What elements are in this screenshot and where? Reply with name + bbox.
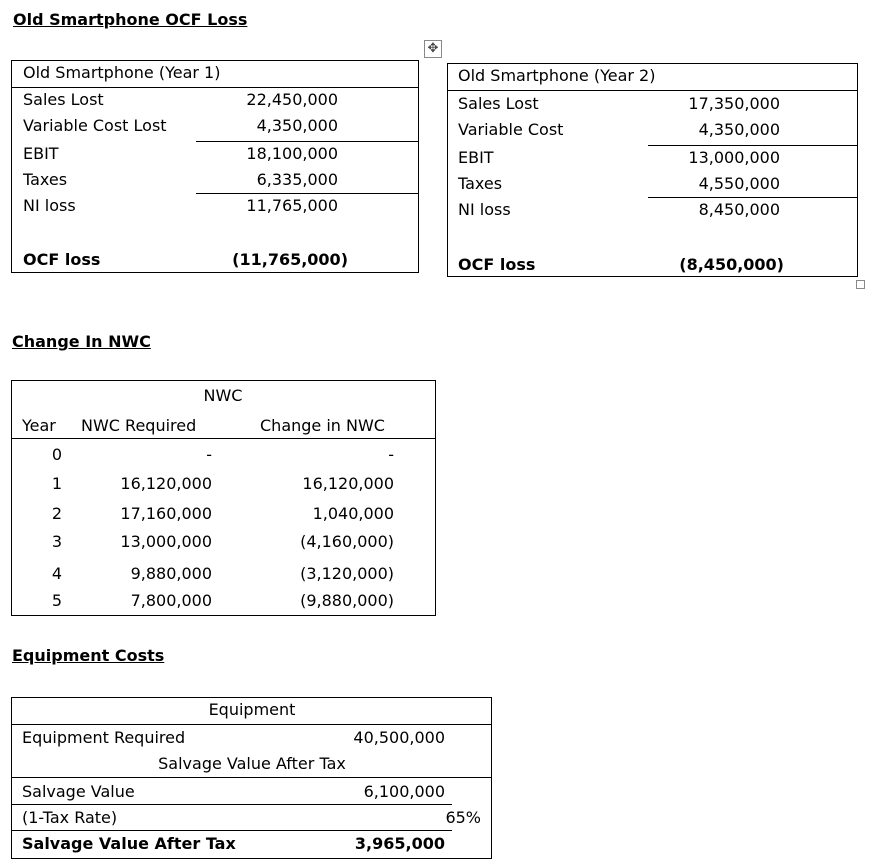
- required-cell: 9,880,000: [130, 564, 212, 583]
- row-value: 11,765,000: [246, 196, 338, 215]
- row-value: 13,000,000: [688, 148, 780, 167]
- equipment-required-value: 40,500,000: [353, 728, 445, 747]
- resize-handle-icon[interactable]: [856, 280, 865, 289]
- col-header-nwc-required: NWC Required: [81, 416, 197, 435]
- row-value: 17,350,000: [688, 94, 780, 113]
- row-value: 8,450,000: [698, 200, 780, 219]
- divider: [12, 777, 491, 778]
- row-label: EBIT: [23, 144, 59, 163]
- tax-rate-value: 65%: [445, 808, 481, 827]
- row-label: Variable Cost: [458, 120, 564, 139]
- ocf-loss-label: OCF loss: [458, 255, 536, 274]
- row-value: 6,335,000: [256, 170, 338, 189]
- row-value: 22,450,000: [246, 90, 338, 109]
- required-cell: 13,000,000: [120, 532, 212, 551]
- row-value: 4,350,000: [256, 116, 338, 135]
- header-divider: [12, 438, 435, 439]
- required-cell: 17,160,000: [120, 504, 212, 523]
- year-cell: 4: [51, 564, 63, 583]
- year-cell: 2: [51, 504, 63, 523]
- row-label: Sales Lost: [23, 90, 104, 109]
- ocf-heading: Old Smartphone OCF Loss: [13, 10, 248, 29]
- subtotal-line: [196, 141, 418, 142]
- row-label: EBIT: [458, 148, 494, 167]
- ocf-year2-title: Old Smartphone (Year 2): [458, 66, 656, 85]
- col-header-year: Year: [22, 416, 56, 435]
- row-value: 4,550,000: [698, 174, 780, 193]
- year-cell: 0: [51, 445, 63, 464]
- change-cell: (3,120,000): [300, 564, 394, 583]
- subtotal-line: [648, 145, 857, 146]
- ocf-loss-value: (8,450,000): [679, 255, 784, 274]
- subtotal-line: [196, 193, 418, 194]
- row-value: 4,350,000: [698, 120, 780, 139]
- equipment-table: [11, 697, 492, 859]
- row-value: 18,100,000: [246, 144, 338, 163]
- ocf-loss-label: OCF loss: [23, 250, 101, 269]
- salvage-subheading: Salvage Value After Tax: [158, 754, 346, 773]
- ocf-year1-table: [11, 60, 419, 273]
- salvage-value-label: Salvage Value: [22, 782, 135, 801]
- nwc-table-title: NWC: [203, 386, 243, 405]
- change-cell: 16,120,000: [302, 474, 394, 493]
- divider: [12, 724, 491, 725]
- equipment-heading: Equipment Costs: [12, 646, 165, 665]
- salvage-value: 6,100,000: [363, 782, 445, 801]
- row-label: Taxes: [458, 174, 503, 193]
- ocf-year2-table: [447, 63, 858, 277]
- equipment-required-label: Equipment Required: [22, 728, 186, 747]
- year-cell: 1: [51, 474, 63, 493]
- change-cell: (4,160,000): [300, 532, 394, 551]
- move-arrows-icon[interactable]: ✥: [424, 40, 442, 58]
- row-label: Taxes: [23, 170, 68, 189]
- row-label: NI loss: [23, 196, 76, 215]
- subtotal-line: [648, 197, 857, 198]
- change-cell: -: [388, 445, 394, 464]
- underline: [12, 804, 452, 805]
- row-label: NI loss: [458, 200, 511, 219]
- equipment-table-title: Equipment: [208, 700, 296, 719]
- ocf-loss-value: (11,765,000): [232, 250, 348, 269]
- col-header-change-nwc: Change in NWC: [260, 416, 385, 435]
- underline: [12, 830, 452, 831]
- nwc-table: [11, 380, 436, 616]
- change-cell: 1,040,000: [312, 504, 394, 523]
- required-cell: 16,120,000: [120, 474, 212, 493]
- required-cell: 7,800,000: [130, 591, 212, 610]
- tax-rate-label: (1-Tax Rate): [22, 808, 118, 827]
- salvage-after-tax-label: Salvage Value After Tax: [22, 834, 236, 853]
- year-cell: 3: [51, 532, 63, 551]
- change-cell: (9,880,000): [300, 591, 394, 610]
- divider: [448, 90, 857, 91]
- ocf-year1-title: Old Smartphone (Year 1): [23, 63, 221, 82]
- row-label: Sales Lost: [458, 94, 539, 113]
- year-cell: 5: [51, 591, 63, 610]
- required-cell: -: [206, 445, 212, 464]
- nwc-heading: Change In NWC: [12, 332, 151, 351]
- salvage-after-tax-value: 3,965,000: [354, 834, 445, 853]
- divider: [12, 87, 418, 88]
- row-label: Variable Cost Lost: [23, 116, 167, 135]
